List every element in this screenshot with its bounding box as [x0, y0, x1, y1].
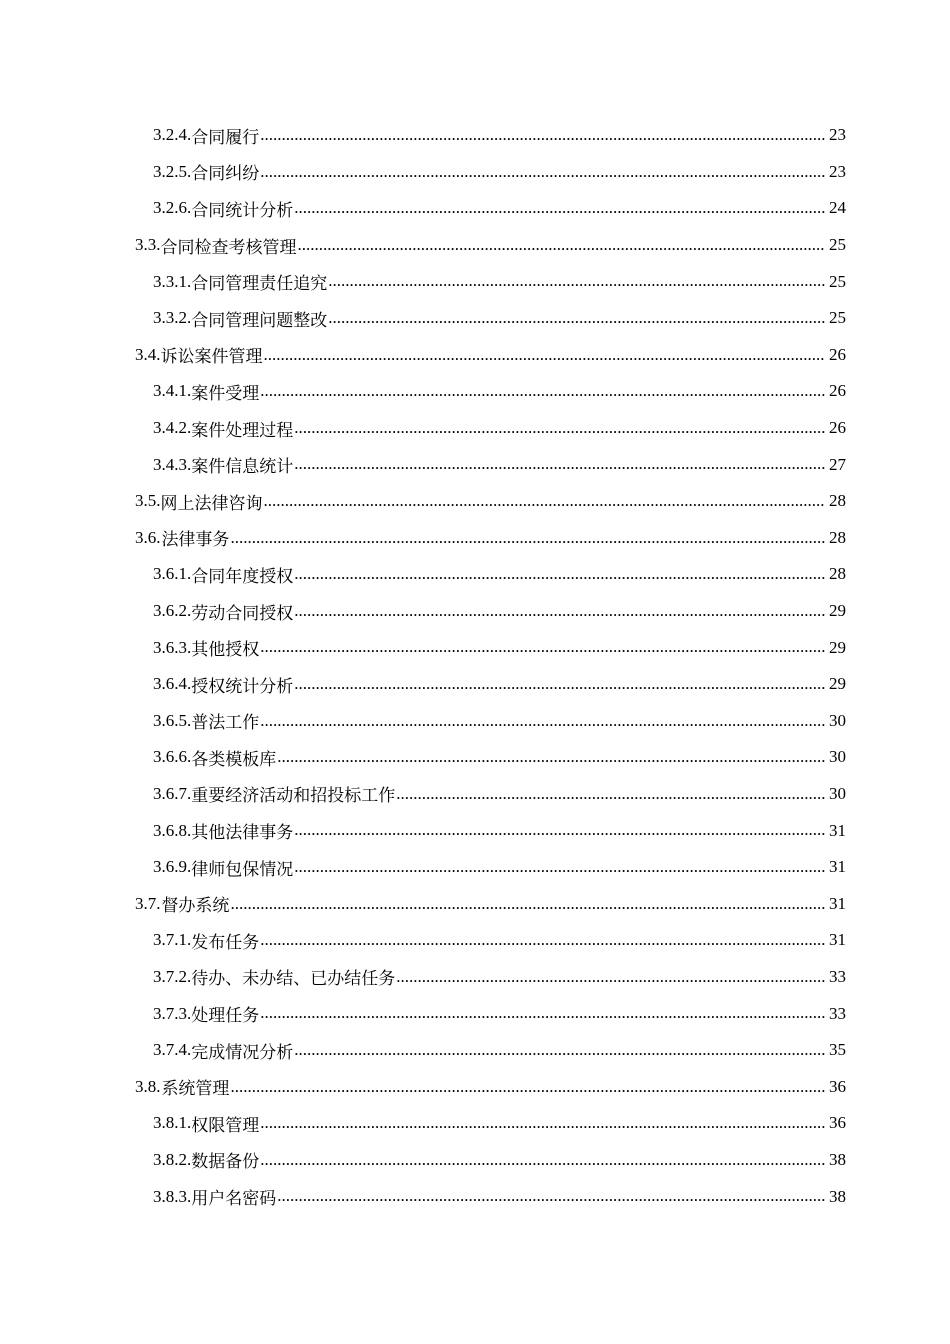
toc-entry-number: 3.6.5. — [153, 710, 192, 730]
toc-entry[interactable] — [0, 154, 950, 191]
dot-leader — [264, 491, 826, 511]
toc-entry[interactable] — [0, 117, 950, 154]
toc-entry[interactable] — [0, 300, 950, 337]
dot-leader — [260, 162, 825, 182]
toc-entry-title: 系统管理 — [161, 1079, 230, 1099]
dot-leader — [230, 528, 825, 548]
dot-leader — [294, 857, 825, 877]
toc-entry-page-number: 31 — [829, 893, 846, 913]
toc-entry-title: 完成情况分析 — [191, 1042, 294, 1062]
toc-entry-number: 3.6. — [135, 527, 161, 547]
toc-entry-page-number: 30 — [829, 783, 846, 803]
toc-entry-title: 各类模板库 — [191, 749, 277, 769]
toc-entry[interactable] — [0, 263, 950, 300]
toc-entry-page-number: 29 — [829, 601, 846, 621]
toc-entry-number: 3.2.5. — [153, 161, 192, 181]
toc-entry-page-number: 24 — [829, 198, 846, 218]
toc-entry-number: 3.3.2. — [153, 308, 192, 328]
toc-entry[interactable] — [0, 885, 950, 922]
dot-leader — [294, 564, 825, 584]
toc-entry[interactable] — [0, 337, 950, 374]
toc-entry[interactable] — [0, 1068, 950, 1105]
toc-entry-page-number: 25 — [829, 308, 846, 328]
toc-entry[interactable] — [0, 1178, 950, 1215]
dot-leader — [294, 454, 825, 474]
toc-entry-title: 其他法律事务 — [191, 823, 294, 843]
toc-entry-page-number: 25 — [829, 271, 846, 291]
toc-entry-title: 重要经济活动和招投标工作 — [191, 786, 396, 806]
toc-entry[interactable] — [0, 1105, 950, 1142]
toc-entry[interactable] — [0, 446, 950, 483]
toc-entry[interactable] — [0, 373, 950, 410]
toc-entry-number: 3.6.2. — [153, 601, 192, 621]
toc-entry-page-number: 36 — [829, 1113, 846, 1133]
dot-leader — [230, 1077, 825, 1097]
toc-entry-number: 3.2.4. — [153, 125, 192, 145]
dot-leader — [396, 967, 825, 987]
dot-leader — [264, 345, 826, 365]
toc-entry-title: 网上法律咨询 — [160, 493, 263, 513]
toc-entry-page-number: 26 — [829, 344, 846, 364]
dot-leader — [260, 930, 825, 950]
toc-entry-page-number: 33 — [829, 1003, 846, 1023]
toc-entry-number: 3.4.2. — [153, 418, 192, 438]
toc-entry-title: 发布任务 — [191, 932, 260, 952]
toc-entry[interactable] — [0, 190, 950, 227]
toc-entry-title: 合同管理问题整改 — [191, 310, 328, 330]
dot-leader — [230, 894, 825, 914]
toc-entry-page-number: 25 — [829, 235, 846, 255]
dot-leader — [294, 418, 825, 438]
toc-entry-title: 律师包保情况 — [191, 859, 294, 879]
toc-entry-number: 3.8.3. — [153, 1186, 192, 1206]
toc-entry-number: 3.5. — [135, 491, 161, 511]
toc-entry-number: 3.8.2. — [153, 1149, 192, 1169]
toc-entry-number: 3.6.7. — [153, 783, 192, 803]
toc-entry[interactable] — [0, 959, 950, 996]
toc-entry-number: 3.7.1. — [153, 930, 192, 950]
dot-leader — [277, 1186, 825, 1206]
toc-entry-page-number: 31 — [829, 857, 846, 877]
dot-leader — [294, 198, 825, 218]
toc-entry-page-number: 28 — [829, 527, 846, 547]
toc-entry-title: 权限管理 — [191, 1115, 260, 1135]
toc-entry-number: 3.6.8. — [153, 820, 192, 840]
toc-entry-page-number: 36 — [829, 1076, 846, 1096]
toc-entry-title: 合同检查考核管理 — [160, 237, 297, 257]
dot-leader — [260, 711, 825, 731]
toc-entry[interactable] — [0, 227, 950, 264]
toc-entry[interactable] — [0, 483, 950, 520]
toc-entry-page-number: 29 — [829, 674, 846, 694]
dot-leader — [260, 637, 825, 657]
toc-entry-title: 诉讼案件管理 — [160, 347, 263, 367]
toc-entry-title: 案件处理过程 — [191, 420, 294, 440]
toc-entry-number: 3.6.4. — [153, 674, 192, 694]
dot-leader — [260, 1003, 825, 1023]
toc-entry-title: 合同管理责任追究 — [191, 274, 328, 294]
toc-entry-title: 督办系统 — [161, 896, 230, 916]
toc-entry-title: 普法工作 — [191, 713, 260, 733]
dot-leader — [260, 381, 825, 401]
toc-entry-number: 3.8.1. — [153, 1113, 192, 1133]
dot-leader — [294, 820, 825, 840]
toc-entry-number: 3.3. — [135, 235, 161, 255]
toc-entry[interactable] — [0, 593, 950, 630]
toc-entry-title: 劳动合同授权 — [191, 603, 294, 623]
dot-leader — [260, 125, 825, 145]
toc-entry-page-number: 33 — [829, 966, 846, 986]
toc-entry-number: 3.4. — [135, 344, 161, 364]
toc-entry-title: 待办、未办结、已办结任务 — [191, 969, 396, 989]
toc-entry[interactable] — [0, 556, 950, 593]
toc-entry[interactable] — [0, 520, 950, 557]
toc-entry-page-number: 27 — [829, 454, 846, 474]
toc-entry-number: 3.6.6. — [153, 747, 192, 767]
toc-entry-number: 3.6.3. — [153, 637, 192, 657]
dot-leader — [294, 674, 825, 694]
table-of-contents — [0, 117, 950, 1215]
toc-entry-page-number: 23 — [829, 125, 846, 145]
toc-entry[interactable] — [0, 922, 950, 959]
dot-leader — [294, 1040, 825, 1060]
toc-entry-title: 其他授权 — [191, 640, 260, 660]
toc-entry-title: 合同统计分析 — [191, 200, 294, 220]
toc-entry-number: 3.7. — [135, 893, 161, 913]
toc-entry-number: 3.3.1. — [153, 271, 192, 291]
toc-entry-page-number: 38 — [829, 1149, 846, 1169]
toc-entry-page-number: 31 — [829, 820, 846, 840]
toc-entry-number: 3.7.3. — [153, 1003, 192, 1023]
dot-leader — [260, 1113, 825, 1133]
toc-entry[interactable] — [0, 410, 950, 447]
toc-entry[interactable] — [0, 629, 950, 666]
toc-entry-page-number: 28 — [829, 491, 846, 511]
toc-entry[interactable] — [0, 739, 950, 776]
dot-leader — [396, 784, 825, 804]
toc-entry[interactable] — [0, 1032, 950, 1069]
toc-entry-number: 3.2.6. — [153, 198, 192, 218]
toc-entry[interactable] — [0, 1142, 950, 1179]
dot-leader — [277, 747, 825, 767]
toc-entry[interactable] — [0, 812, 950, 849]
toc-entry[interactable] — [0, 995, 950, 1032]
toc-entry[interactable] — [0, 849, 950, 886]
toc-entry-page-number: 35 — [829, 1040, 846, 1060]
dot-leader — [328, 308, 825, 328]
toc-entry-title: 合同纠纷 — [191, 164, 260, 184]
dot-leader — [294, 601, 825, 621]
toc-entry-page-number: 31 — [829, 930, 846, 950]
toc-entry-number: 3.8. — [135, 1076, 161, 1096]
toc-entry-title: 案件信息统计 — [191, 457, 294, 477]
toc-entry-page-number: 26 — [829, 381, 846, 401]
toc-entry-number: 3.6.9. — [153, 857, 192, 877]
toc-entry-title: 案件受理 — [191, 383, 260, 403]
dot-leader — [260, 1150, 825, 1170]
toc-entry-page-number: 29 — [829, 637, 846, 657]
toc-entry-title: 合同履行 — [191, 127, 260, 147]
toc-entry-title: 用户名密码 — [191, 1189, 277, 1209]
toc-entry[interactable] — [0, 666, 950, 703]
toc-entry[interactable] — [0, 776, 950, 813]
toc-entry-number: 3.7.2. — [153, 966, 192, 986]
toc-entry-title: 处理任务 — [191, 1006, 260, 1026]
toc-entry-number: 3.4.3. — [153, 454, 192, 474]
toc-entry-number: 3.7.4. — [153, 1040, 192, 1060]
dot-leader — [328, 271, 825, 291]
toc-entry-number: 3.4.1. — [153, 381, 192, 401]
toc-entry-number: 3.6.1. — [153, 564, 192, 584]
toc-entry-title: 授权统计分析 — [191, 676, 294, 696]
toc-entry-page-number: 23 — [829, 161, 846, 181]
toc-entry-page-number: 30 — [829, 747, 846, 767]
toc-entry-page-number: 26 — [829, 418, 846, 438]
toc-entry-page-number: 38 — [829, 1186, 846, 1206]
toc-entry-title: 法律事务 — [161, 530, 230, 550]
toc-entry-title: 数据备份 — [191, 1152, 260, 1172]
dot-leader — [298, 235, 826, 255]
toc-entry[interactable] — [0, 703, 950, 740]
toc-entry-title: 合同年度授权 — [191, 566, 294, 586]
toc-entry-page-number: 28 — [829, 564, 846, 584]
toc-entry-page-number: 30 — [829, 710, 846, 730]
